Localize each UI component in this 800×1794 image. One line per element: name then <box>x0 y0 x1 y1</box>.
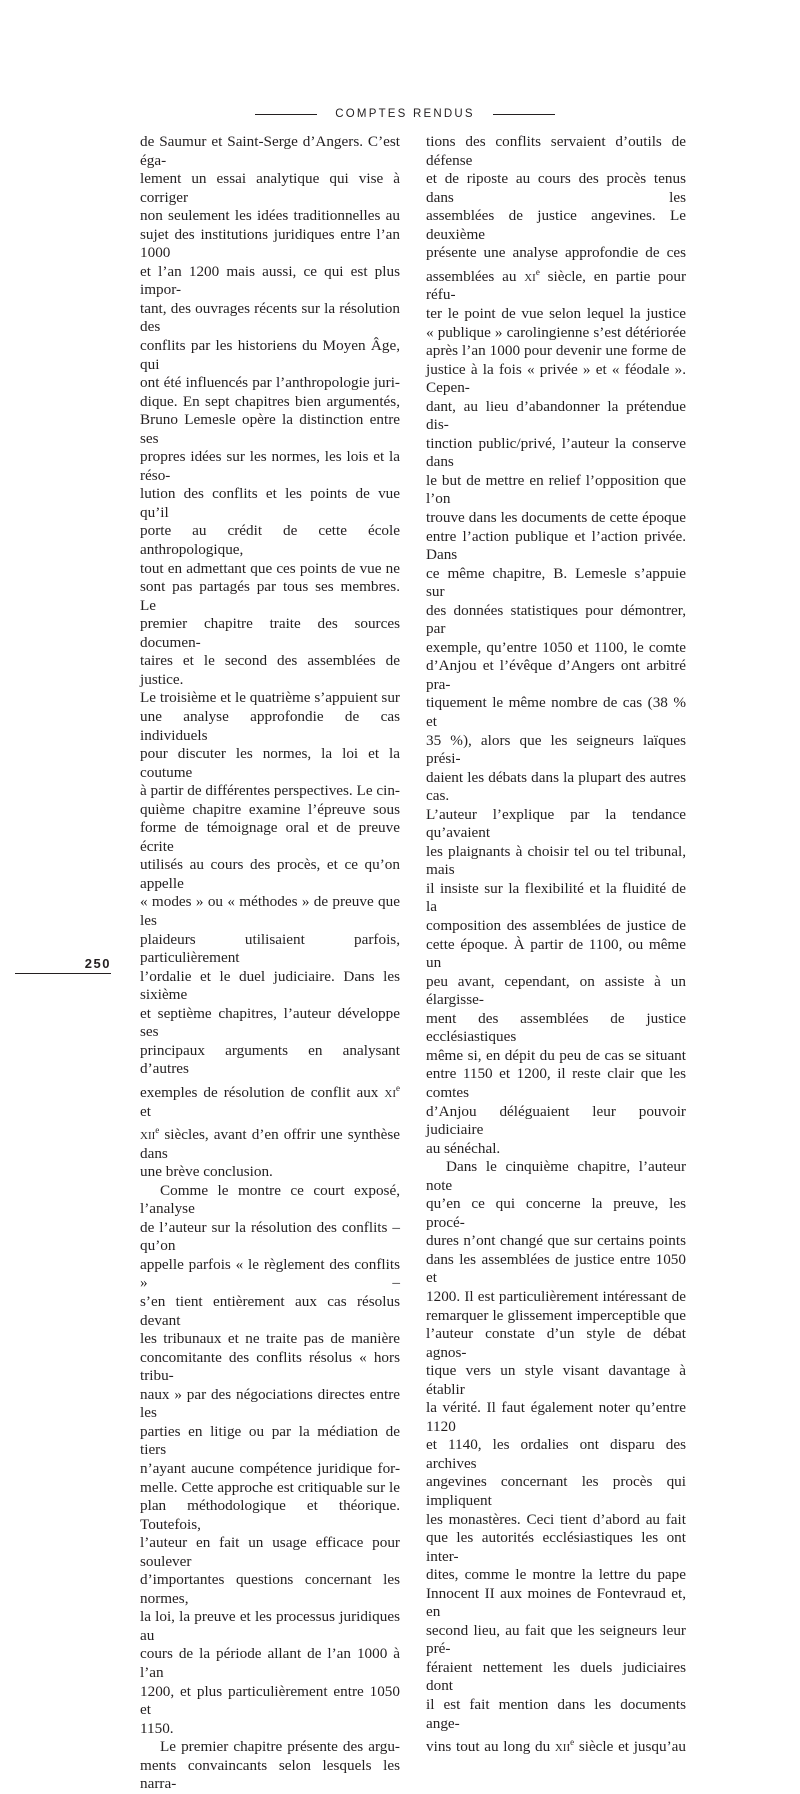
text-line: plan méthodologique et théorique. Toutefois, <box>140 1497 400 1533</box>
text-line: pour discuter les normes, la loi et la coutume <box>140 745 400 781</box>
text-line: tiquement le même nombre de cas (38 % et <box>426 694 686 731</box>
text-line: dans les assemblées de justice entre 1050 et <box>426 1250 686 1287</box>
text-line: exemple, qu’entre 1050 et 1100, le comte <box>426 638 686 656</box>
text-line: sont pas partagés par tous ses membres. Le <box>140 578 400 614</box>
text-line: parties en litige ou par la médiation de tiers <box>140 1422 400 1459</box>
running-title: COMPTES RENDUS <box>335 108 475 120</box>
text-line: appelle parfois « le règlement des conflits » – <box>140 1255 400 1292</box>
text-line: assemblées au $xi^e$ siècle, en partie pour réfu- <box>426 266 687 304</box>
text-line: d’importantes questions concernant les normes, <box>140 1571 400 1607</box>
text-line: que les autorités ecclésiastiques les ont inter- <box>426 1529 686 1565</box>
text-line: une brève conclusion. <box>140 1163 273 1181</box>
text-line: ter le point de vue selon lequel la justice <box>426 304 686 322</box>
text-line: et de riposte au cours des procès tenus dans les <box>426 170 686 206</box>
text-line: même si, en dépit du peu de cas se situant <box>426 1046 686 1064</box>
paragraph <box>426 133 686 1158</box>
text-line: les plaignants à choisir tel ou tel tribunal, mais <box>426 842 686 879</box>
text-line: ont été influencés par l’anthropologie juri- <box>140 374 400 392</box>
text-line: peu avant, cependant, on assiste à un élargisse- <box>426 972 686 1009</box>
text-line: angevines concernant les procès qui impliquent <box>426 1473 686 1509</box>
running-header <box>255 106 555 122</box>
text-line: une analyse approfondie de cas individuels <box>140 707 400 744</box>
text-line: de l’auteur sur la résolution des conflits – qu’on <box>140 1218 400 1255</box>
text-line: Innocent II aux moines de Fontevraud et, en <box>426 1584 686 1621</box>
text-line: dique. En sept chapitres bien argumentés, <box>140 392 400 410</box>
text-line: qu’en ce qui concerne la preuve, les procé- <box>426 1195 686 1231</box>
paragraph <box>140 133 400 1182</box>
text-line: naux » par des négociations directes entre les <box>140 1385 400 1422</box>
text-line: ment des assemblées de justice ecclésiastiques <box>426 1009 686 1046</box>
text-line: justice à la fois « privée » et « féodale ». Cepen- <box>426 360 686 397</box>
text-line: sujet des institutions juridiques entre l’an 1000 <box>140 225 400 262</box>
text-line: entre l’action publique et l’action privée. Dans <box>426 527 686 564</box>
text-line: la vérité. Il faut également noter qu’entre 1120 <box>426 1399 686 1435</box>
text-line: exemples de résolution de conflit aux $xi^e$ et <box>140 1082 400 1120</box>
text-line: et l’an 1200 mais aussi, ce qui est plus impor- <box>140 262 400 299</box>
text-line: remarquer le glissement imperceptible que <box>426 1306 686 1324</box>
text-line: forme de témoignage oral et de preuve écrite <box>140 819 400 855</box>
text-line: ce même chapitre, B. Lemesle s’appuie sur <box>426 564 686 601</box>
text-line: d’Anjou déléguaient leur pouvoir judiciaire <box>426 1102 686 1139</box>
paragraph <box>426 1158 686 1757</box>
text-line: tant, des ouvrages récents sur la résolution des <box>140 299 400 336</box>
text-line: propres idées sur les normes, les lois et la réso- <box>140 448 400 484</box>
text-line: à partir de différentes perspectives. Le cin- <box>140 782 400 800</box>
paragraph <box>140 1182 400 1738</box>
text-line: « publique » carolingienne s’est détériorée <box>426 323 686 341</box>
text-line: il est fait mention dans les documents ange- <box>426 1696 686 1732</box>
text-line: au sénéchal. <box>426 1139 501 1157</box>
text-line: « modes » ou « méthodes » de preuve que les <box>140 893 400 929</box>
text-line: 1150. <box>140 1719 174 1737</box>
text-line: l’auteur en fait un usage efficace pour soulever <box>140 1534 400 1570</box>
text-line: entre 1150 et 1200, il reste clair que les comtes <box>426 1065 686 1101</box>
text-line: dant, au lieu d’abandonner la prétendue dis- <box>426 397 686 434</box>
text-line: il insiste sur la flexibilité et la fluidité de la <box>426 879 686 916</box>
text-line: 35 %), alors que les seigneurs laïques prési- <box>426 731 686 768</box>
right-text-column <box>426 133 686 1757</box>
text-line: ments convaincants selon lesquels les narra- <box>140 1756 400 1793</box>
text-line: principaux arguments en analysant d’autres <box>140 1041 400 1078</box>
text-line: composition des assemblées de justice de <box>426 917 686 935</box>
text-line: et 1140, les ordalies ont disparu des archives <box>426 1436 686 1472</box>
text-line: n’ayant aucune compétence juridique for- <box>140 1459 400 1477</box>
text-line: des données statistiques pour démontrer, par <box>426 601 686 638</box>
text-line: cette époque. À partir de 1100, ou même un <box>426 935 686 972</box>
page-number-rule <box>15 973 111 974</box>
text-line: de Saumur et Saint-Serge d’Angers. C’est éga- <box>140 133 400 169</box>
text-line: tique vers un style visant davantage à établir <box>426 1362 686 1398</box>
paragraph <box>140 1738 400 1794</box>
text-line: daient les débats dans la plupart des autres cas. <box>426 768 686 805</box>
text-line: après l’an 1000 pour devenir une forme de <box>426 342 686 360</box>
text-line: féraient nettement les duels judiciaires dont <box>426 1658 686 1695</box>
text-line: Le premier chapitre présente des argu- <box>160 1738 400 1756</box>
page-number: 250 <box>84 956 111 971</box>
text-line: plaideurs utilisaient parfois, particulièrement <box>140 930 400 967</box>
text-line: d’Anjou et l’évêque d’Angers ont arbitré pra- <box>426 657 686 693</box>
text-line: Bruno Lemesle opère la distinction entre ses <box>140 411 400 447</box>
text-line: 1200, et plus particulièrement entre 1050 et <box>140 1682 400 1719</box>
text-line: tions des conflits servaient d’outils de défense <box>426 133 686 169</box>
text-line: lement un essai analytique qui vise à corriger <box>140 170 400 206</box>
text-line: assemblées de justice angevines. Le deuxième <box>426 207 686 243</box>
text-line: le but de mettre en relief l’opposition que l’on <box>426 471 686 508</box>
text-line: conflits par les historiens du Moyen Âge, qui <box>140 337 400 373</box>
text-line: s’en tient entièrement aux cas résolus devant <box>140 1293 400 1329</box>
text-line: l’ordalie et le duel judiciaire. Dans les sixième <box>140 967 400 1004</box>
text-line: présente une analyse approfondie de ces <box>426 244 686 262</box>
text-line: non seulement les idées traditionnelles au <box>140 207 400 225</box>
text-line: les tribunaux et ne traite pas de manière <box>140 1330 400 1348</box>
text-line: tout en admettant que ces points de vue ne <box>140 559 400 577</box>
text-line: les monastères. Ceci tient d’abord au fait <box>426 1510 686 1528</box>
text-line: second lieu, au fait que les seigneurs leur pré- <box>426 1621 686 1658</box>
header-rule-left <box>255 114 317 115</box>
text-line: Comme le montre ce court exposé, l’analyse <box>140 1181 400 1218</box>
text-line: concomitante des conflits résolus « hors tribu- <box>140 1348 400 1385</box>
text-line: dites, comme le montre la lettre du pape <box>426 1566 686 1584</box>
text-line: la loi, la preuve et les processus juridiques au <box>140 1608 400 1644</box>
text-line: utilisés au cours des procès, et ce qu’on appelle <box>140 856 400 892</box>
text-line: taires et le second des assemblées de justice. <box>140 652 400 688</box>
text-line: dures n’ont changé que sur certains points <box>426 1232 686 1250</box>
text-line: Le troisième et le quatrième s’appuient sur <box>140 689 400 707</box>
text-line: Dans le cinquième chapitre, l’auteur note <box>426 1158 686 1194</box>
text-line: quième chapitre examine l’épreuve sous <box>140 800 400 818</box>
text-line: cours de la période allant de l’an 1000 à l’an <box>140 1645 400 1681</box>
text-line: trouve dans les documents de cette époque <box>426 509 686 526</box>
text-line: porte au crédit de cette école anthropologique, <box>140 522 400 559</box>
text-line: melle. Cette approche est critiquable sur le <box>140 1478 400 1496</box>
text-line: lution des conflits et les points de vue qu’il <box>140 485 400 521</box>
text-line: xii$^e$ siècles, avant d’en offrir une synthèse dans <box>140 1125 400 1162</box>
text-line: vins tout au long du xii$^e$ siècle et jusqu’au <box>426 1737 687 1756</box>
text-line: tinction public/privé, l’auteur la conserve dans <box>426 434 686 471</box>
text-line: et septième chapitres, l’auteur développe ses <box>140 1004 400 1041</box>
header-rule-right <box>493 114 555 115</box>
text-line: L’auteur l’explique par la tendance qu’avaient <box>426 805 686 842</box>
text-line: l’auteur constate d’un style de débat agnos- <box>426 1325 686 1361</box>
left-text-column <box>140 133 400 1794</box>
text-line: 1200. Il est particulièrement intéressant de <box>426 1287 686 1305</box>
text-line: premier chapitre traite des sources documen- <box>140 615 400 651</box>
